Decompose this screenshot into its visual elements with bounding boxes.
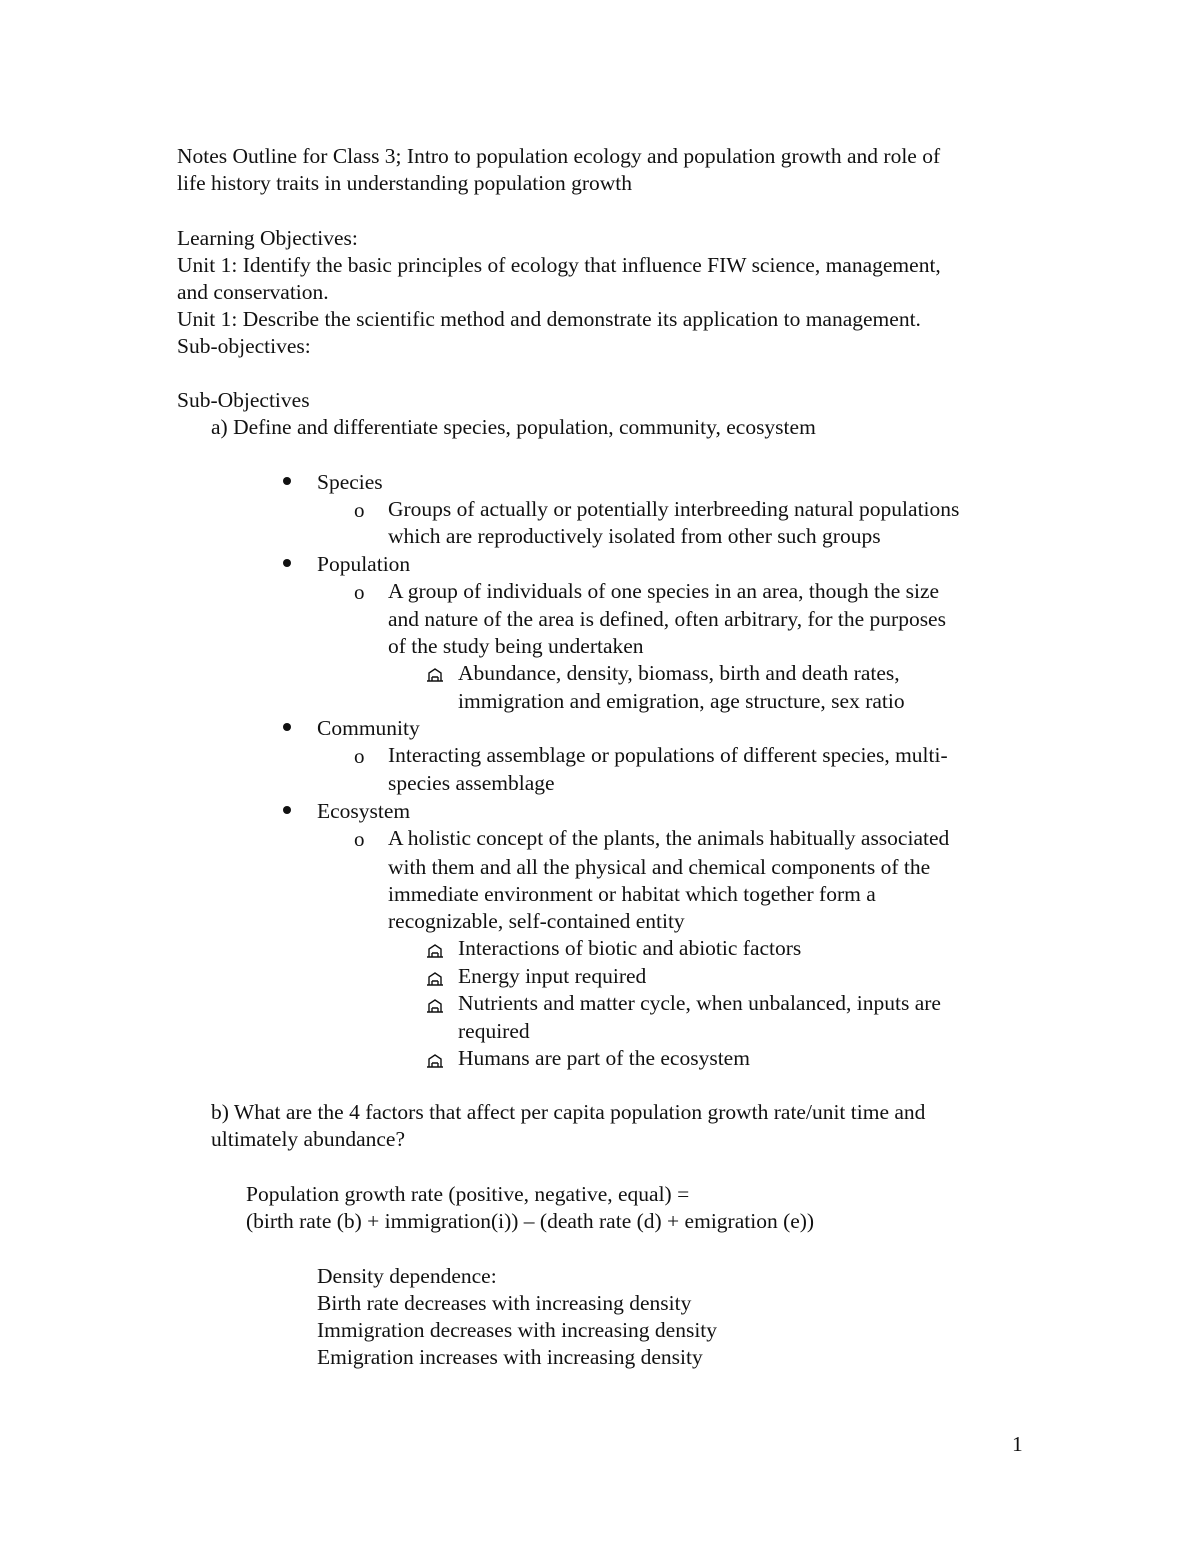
- bullet-dot-icon: [283, 723, 291, 731]
- learning-objectives-heading: Learning Objectives:: [177, 226, 358, 250]
- ecosystem-sub-2: Energy input required: [458, 964, 647, 988]
- population-def-line-2: and nature of the area is defined, often arbitrary, for the purposes: [388, 607, 946, 631]
- density-item-3: Emigration increases with increasing density: [317, 1345, 703, 1369]
- wingdings-square-bullet-icon: [425, 667, 445, 683]
- species-def-line-2: which are reproductively isolated from other such groups: [388, 524, 881, 548]
- community-def-line-1: Interacting assemblage or populations of different species, multi-: [388, 743, 948, 767]
- community-label: Community: [317, 716, 420, 740]
- title-line-2: life history traits in understanding population growth: [177, 171, 633, 195]
- population-def-line-1: A group of individuals of one species in an area, though the size: [388, 579, 940, 603]
- species-label: Species: [317, 470, 383, 494]
- sub-objectives-label: Sub-objectives:: [177, 334, 311, 358]
- bullet-dot-icon: [283, 559, 291, 567]
- ecosystem-label: Ecosystem: [317, 799, 411, 823]
- ecosystem-def-line-3: immediate environment or habitat which together form a: [388, 882, 876, 906]
- bullet-o-icon: o: [354, 827, 365, 851]
- sub-objectives-heading: Sub-Objectives: [177, 388, 310, 412]
- item-a: a) Define and differentiate species, population, community, ecosystem: [211, 415, 816, 439]
- equation-line-1: Population growth rate (positive, negative, equal) =: [246, 1182, 690, 1206]
- bullet-o-icon: o: [354, 498, 365, 522]
- wingdings-square-bullet-icon: [425, 943, 445, 959]
- wingdings-square-bullet-icon: [425, 998, 445, 1014]
- page-number: 1: [1012, 1432, 1023, 1456]
- ecosystem-def-line-1: A holistic concept of the plants, the animals habitually associated: [388, 826, 950, 850]
- density-item-1: Birth rate decreases with increasing density: [317, 1291, 692, 1315]
- unit1-objective-a-line-2: and conservation.: [177, 280, 329, 304]
- ecosystem-sub-4: Humans are part of the ecosystem: [458, 1046, 750, 1070]
- population-sub-line-2: immigration and emigration, age structure, sex ratio: [458, 689, 905, 713]
- item-b-line-1: b) What are the 4 factors that affect per capita population growth rate/unit time and: [211, 1100, 926, 1124]
- community-def-line-2: species assemblage: [388, 771, 555, 795]
- bullet-o-icon: o: [354, 580, 365, 604]
- density-heading: Density dependence:: [317, 1264, 497, 1288]
- bullet-dot-icon: [283, 806, 291, 814]
- wingdings-square-bullet-icon: [425, 1053, 445, 1069]
- ecosystem-sub-3-line-2: required: [458, 1019, 530, 1043]
- wingdings-square-bullet-icon: [425, 971, 445, 987]
- title-line-1: Notes Outline for Class 3; Intro to population ecology and population growth and role of: [177, 144, 941, 168]
- population-label: Population: [317, 552, 411, 576]
- ecosystem-def-line-2: with them and all the physical and chemical components of the: [388, 855, 931, 879]
- bullet-dot-icon: [283, 477, 291, 485]
- unit1-objective-a-line-1: Unit 1: Identify the basic principles of ecology that influence FIW science, management,: [177, 253, 941, 277]
- equation-line-2: (birth rate (b) + immigration(i)) – (death rate (d) + emigration (e)): [246, 1209, 815, 1233]
- population-sub-line-1: Abundance, density, biomass, birth and death rates,: [458, 661, 900, 685]
- ecosystem-sub-3-line-1: Nutrients and matter cycle, when unbalanced, inputs are: [458, 991, 941, 1015]
- item-b-line-2: ultimately abundance?: [211, 1127, 406, 1151]
- ecosystem-def-line-4: recognizable, self-contained entity: [388, 909, 685, 933]
- unit1-objective-b: Unit 1: Describe the scientific method and demonstrate its application to management.: [177, 307, 921, 331]
- species-def-line-1: Groups of actually or potentially interbreeding natural populations: [388, 497, 960, 521]
- ecosystem-sub-1: Interactions of biotic and abiotic factors: [458, 936, 802, 960]
- density-item-2: Immigration decreases with increasing density: [317, 1318, 718, 1342]
- population-def-line-3: of the study being undertaken: [388, 634, 644, 658]
- bullet-o-icon: o: [354, 744, 365, 768]
